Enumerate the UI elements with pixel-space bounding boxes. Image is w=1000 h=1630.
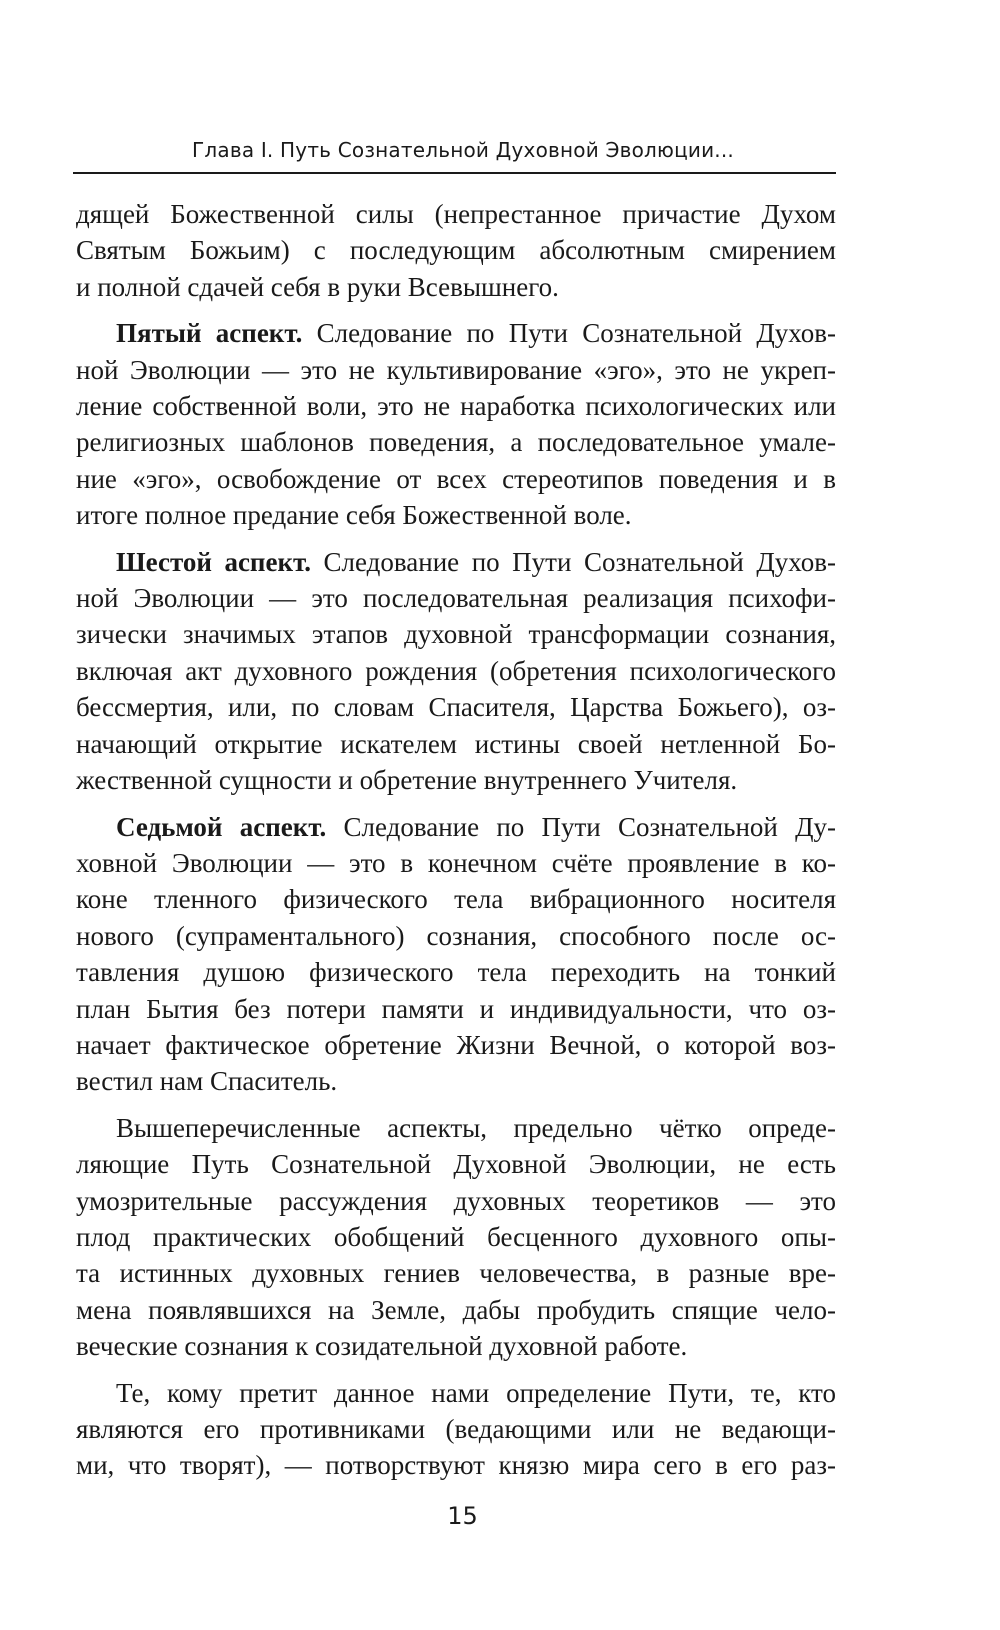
text-line: нового (супраментального) сознания, способного после ос- xyxy=(76,920,836,951)
text-line: вестил нам Спаситель. xyxy=(76,1066,338,1097)
text-line: начающий открытие искателем истины своей нетленной Бо- xyxy=(76,728,836,759)
body-text xyxy=(76,196,836,1494)
text-line: ной Эволюции — это последовательная реализация психофи- xyxy=(76,583,836,614)
text-line: Святым Божьим) с последующим абсолютным смирением xyxy=(76,235,836,266)
text-line: религиозных шаблонов поведения, а последовательное умале- xyxy=(76,427,836,458)
header-rule xyxy=(73,172,836,174)
text-line: начает фактическое обретение Жизни Вечной, о которой воз- xyxy=(76,1029,836,1060)
text-line: жественной сущности и обретение внутреннего Учителя. xyxy=(76,765,738,796)
text-line: и полной сдачей себя в руки Всевышнего. xyxy=(76,271,559,302)
paragraph-sixth-aspect xyxy=(76,544,836,799)
text-line: веческие сознания к созидательной духовной работе. xyxy=(76,1331,688,1362)
text-line: ховной Эволюции — это в конечном счёте проявление в ко- xyxy=(76,847,836,878)
paragraph-opponents xyxy=(76,1375,836,1484)
text-line xyxy=(76,809,836,845)
text-run: Следование по Пути Сознательной Духов- xyxy=(311,546,836,577)
text-line: мена появлявшихся на Земле, дабы пробудить спящие чело- xyxy=(76,1294,836,1325)
text-line: умозрительные рассуждения духовных теоретиков — это xyxy=(76,1185,836,1216)
aspect-heading: Пятый аспект. xyxy=(116,318,303,349)
text-line: та истинных духовных гениев человечества, в разные вре- xyxy=(76,1258,836,1289)
text-line: зически значимых этапов духовной трансформации сознания, xyxy=(76,619,836,650)
aspect-heading: Шестой аспект. xyxy=(116,546,312,577)
page-number: 15 xyxy=(447,1502,478,1530)
text-line: коне тленного физического тела вибрационного носителя xyxy=(76,884,836,915)
text-line: ляющие Путь Сознательной Духовной Эволюции, не есть xyxy=(76,1149,836,1180)
text-line: ной Эволюции — это не культивирование «эго», это не укреп- xyxy=(76,354,836,385)
text-line: дящей Божественной силы (непрестанное причастие Духом xyxy=(76,199,836,229)
text-line xyxy=(76,315,836,351)
paragraph-seventh-aspect xyxy=(76,809,836,1100)
text-line: ние «эго», освобождение от всех стереотипов поведения и в xyxy=(76,463,836,494)
paragraph-summary xyxy=(76,1110,836,1365)
paragraph-fifth-aspect xyxy=(76,315,836,533)
text-line: тавления душою физического тела переходить на тонкий xyxy=(76,957,836,988)
running-head-title: Глава I. Путь Сознательной Духовной Эволюции... xyxy=(192,138,734,162)
text-line: Те, кому претит данное нами определение Пути, те, кто xyxy=(116,1377,836,1408)
text-line: плод практических обобщений бесценного духовного опы- xyxy=(76,1221,836,1252)
text-line: включая акт духовного рождения (обретения психологического xyxy=(76,655,836,686)
text-line: Вышеперечисленные аспекты, предельно чётко опреде- xyxy=(116,1112,836,1143)
text-line: бессмертия, или, по словам Спасителя, Царства Божьего), оз- xyxy=(76,692,836,723)
text-line xyxy=(76,544,836,580)
text-line: план Бытия без потери памяти и индивидуальности, что оз- xyxy=(76,993,836,1024)
text-line: ление собственной воли, это не наработка психологических или xyxy=(76,391,836,422)
text-line: итоге полное предание себя Божественной воле. xyxy=(76,500,632,531)
text-run: Следование по Пути Сознательной Духов- xyxy=(302,318,836,349)
text-run: Следование по Пути Сознательной Ду- xyxy=(326,811,836,842)
paragraph-continuation xyxy=(76,196,836,305)
text-line: являются его противниками (ведающими или не ведающи- xyxy=(76,1414,836,1444)
text-line: ми, что творят), — потворствуют князю мира сего в его раз- xyxy=(76,1450,836,1481)
aspect-heading: Седьмой аспект. xyxy=(116,811,327,842)
